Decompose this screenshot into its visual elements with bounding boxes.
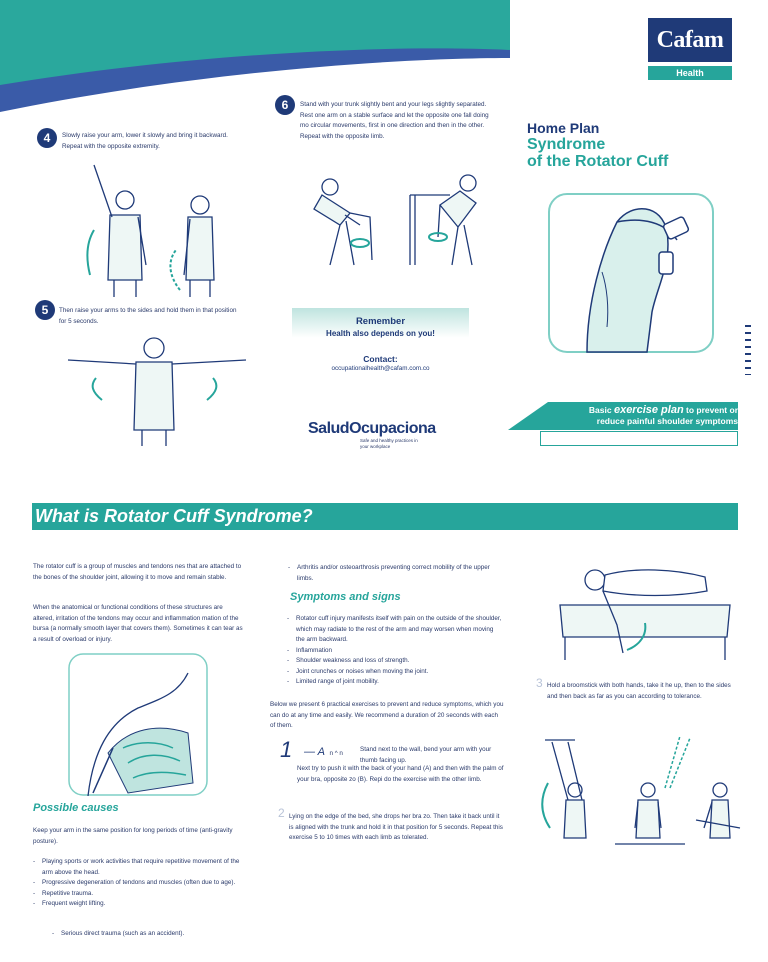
cover-title-line2: Syndrome — [527, 136, 606, 153]
arthritis-item: - Arthritis and/or osteoarthrosis preventing correct mobility of the upper limbs. — [288, 563, 498, 584]
causes-intro: Keep your arm in the same position for long periods of time (anti-gravity posture). — [33, 827, 233, 845]
salud-tagline — [360, 438, 418, 450]
salud-tag-line1: Safe and healthy practices in — [360, 438, 418, 443]
bed-exercise-illustration — [555, 555, 735, 665]
cafam-health-label: Health — [676, 68, 704, 78]
salud-tag-line2: your workplace — [360, 444, 391, 449]
broomstick-exercise-illustration — [540, 728, 745, 848]
causes-item-last: - Serious direct trauma (such as an accident). — [52, 929, 252, 940]
contact-email[interactable]: occupationalhealth@cafam.com.co — [331, 365, 430, 372]
banner-line2: reduce painful shoulder symptoms — [596, 416, 738, 426]
salud-ocupacional-logo — [308, 420, 436, 438]
exercise-1-lead — [304, 742, 343, 760]
causes-list — [33, 857, 248, 910]
causes-item: - Repetitive trauma. — [33, 889, 248, 900]
step-5-text: Then raise your arms to the sides and hold them in that position for 5 seconds. — [59, 307, 237, 325]
top-wave-decoration — [0, 0, 510, 115]
shoulder-anatomy-illustration — [68, 653, 208, 796]
contact-label: Contact: — [363, 354, 398, 364]
salud-logo-b: Ocupaciona — [349, 420, 436, 437]
remember-title: Remember — [355, 316, 406, 327]
cover-title-line1: Home Plan — [527, 120, 600, 136]
causes-item: - Playing sports or work activities that require repetitive movement of the arm above the head. — [33, 857, 248, 878]
symptoms-title: Symptoms and signs — [290, 591, 401, 603]
step-4-text: Slowly raise your arm, lower it slowly and bring it backward. Repeat with the opposite extremity. — [62, 132, 228, 150]
exercise-1-text-1: Stand next to the wall, bend your arm with your thumb facing up. — [360, 746, 492, 764]
section-header-title: What is Rotator Cuff Syndrome? — [35, 506, 313, 526]
exercise-2-number: 2 — [278, 806, 285, 820]
remember-line: Health also depends on you! — [326, 329, 435, 338]
section-header-bar — [32, 503, 738, 530]
intro-paragraph-2: When the anatomical or functional conditions of these structures are altered, irritation of the tendons may occur and inflammation mation of the bursa (a normally smooth layer that covers them). Sometimes it can tear as a result of overload or injury. — [33, 604, 243, 643]
banner-post: to prevent or — [686, 405, 738, 415]
symptom-item: - Inflammation — [287, 646, 502, 657]
step-4-badge: 4 — [37, 128, 57, 148]
cafam-logo — [648, 18, 732, 62]
exercise-1-number: 1 — [280, 737, 293, 762]
symptom-item: - Shoulder weakness and loss of strength. — [287, 656, 502, 667]
step-6-badge: 6 — [275, 95, 295, 115]
causes-list-last — [52, 929, 252, 940]
symptom-item: - Rotator cuff injury manifests itself with pain on the outside of the shoulder, which may radiate to the rest of the arm and may worsen when moving the arm backward. — [287, 614, 502, 646]
arthritis-list — [288, 563, 498, 584]
exercise-3-number: 3 — [536, 676, 543, 690]
cover-banner — [540, 405, 738, 427]
cover-shoulder-illustration — [547, 192, 715, 354]
possible-causes-title: Possible causes — [33, 802, 119, 814]
banner-pre: Basic — [588, 405, 612, 415]
cafam-health-tag — [648, 66, 732, 80]
step-5-illustration — [62, 330, 252, 448]
cafam-logo-text: Cafam — [656, 27, 724, 53]
cover-title — [527, 120, 747, 170]
salud-logo-a: Salud — [308, 420, 350, 437]
step-5-badge: 5 — [35, 300, 55, 320]
symptom-item: - Joint crunches or noises when moving the joint. — [287, 667, 502, 678]
exercise-2-text: Lying on the edge of the bed, she drops her bra zo. Then take it back until it is aligned with the trunk and hold it in that position for 5 seconds. Repeat this exercise 5 to 10 times with each limb as tolerated. — [289, 813, 503, 841]
step-4-illustration — [80, 155, 240, 300]
symptoms-list — [287, 614, 502, 688]
symptom-item: - Limited range of joint mobility. — [287, 677, 502, 688]
causes-item: - Frequent weight lifting. — [33, 899, 248, 910]
banner-emphasis: exercise plan — [613, 404, 684, 416]
step-6-text: Stand with your trunk slightly bent and your legs slightly separated. Rest one arm on a stable surface and let the opposite one fall doing mo circular movements, first in one direction and then in the other. Repeat with the opposite limb. — [300, 101, 489, 140]
intro-paragraph-1: The rotator cuff is a group of muscles and tendons nes that are attached to the bones of the shoulder joint, allowing it to move and remain stable. — [33, 563, 242, 581]
exercises-intro: Below we present 6 practical exercises to prevent and reduce symptoms, which you can do at any time and easily. We recommend a duration of 20 seconds with each of them. — [270, 701, 504, 729]
causes-item: - Progressive degeneration of tendons and muscles (often due to age). — [33, 878, 248, 889]
step-6-illustration — [300, 165, 490, 270]
cover-banner-box — [540, 431, 738, 446]
exercise-1-lead-a: — A — [304, 746, 325, 758]
exercise-1-text-2: Next try to push it with the back of your hand (A) and then with the palm of your bra, opposite zo (B). Repi do the exercise with the other limb. — [297, 765, 504, 783]
side-marks — [745, 325, 751, 375]
exercise-1-letters: n ^ n — [329, 750, 343, 757]
cover-title-line3: of the Rotator Cuff — [527, 153, 669, 170]
exercise-3-text: Hold a broomstick with both hands, take it he up, then to the sides and then back as far as you can according to tolerance. — [547, 682, 731, 700]
